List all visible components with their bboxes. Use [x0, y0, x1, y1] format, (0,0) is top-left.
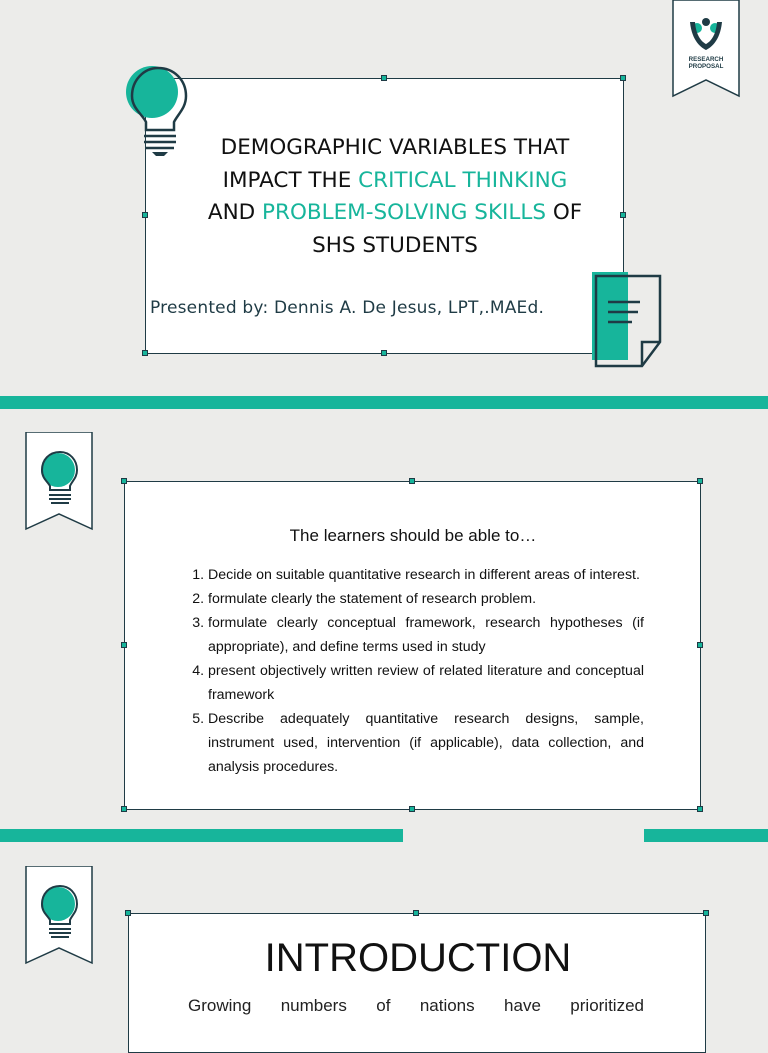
divider-band — [0, 396, 768, 409]
intro-word: numbers — [280, 996, 347, 1015]
intro-word: have — [504, 996, 541, 1015]
objectives-heading: The learners should be able to… — [289, 526, 537, 545]
objectives-list — [160, 563, 644, 779]
intro-word: nations — [419, 996, 475, 1015]
frame-handle — [703, 910, 709, 916]
frame-handle — [620, 75, 626, 81]
list-item: 3. formulate clearly conceptual framework, research hypotheses (if appropriate), and define terms used in study — [208, 611, 644, 659]
frame-handle — [121, 806, 127, 812]
frame-handle — [381, 350, 387, 356]
lightbulb-ribbon — [25, 866, 93, 966]
frame-handle — [125, 910, 131, 916]
frame-handle — [697, 642, 703, 648]
intro-word: Growing — [188, 996, 252, 1015]
frame-handle — [413, 910, 419, 916]
intro-word: of — [376, 996, 391, 1015]
frame-handle — [409, 478, 415, 484]
presentation-title: DEMOGRAPHIC VARIABLES THAT IMPACT THE CRITICAL THINKING AND PROBLEM-SOLVING SKILLS OF SHS STUDENTS — [207, 135, 583, 258]
frame-handle — [409, 806, 415, 812]
research-proposal-logo — [672, 0, 740, 98]
frame-handle — [142, 350, 148, 356]
document-icon — [590, 270, 664, 370]
frame-handle — [142, 212, 148, 218]
frame-handle — [697, 806, 703, 812]
list-item: 4. present objectively written review of related literature and conceptual framework — [208, 659, 644, 707]
frame-handle — [381, 75, 387, 81]
introduction-frame — [128, 913, 706, 1053]
frame-handle — [697, 478, 703, 484]
divider-band-left — [0, 829, 403, 842]
list-item: 5. Describe adequately quantitative research designs, sample, instrument used, intervention (if applicable), data collection, and analysis procedures. — [208, 707, 644, 779]
lightbulb-ribbon — [25, 432, 93, 532]
logo-label: RESEARCH PROPOSAL — [688, 56, 724, 70]
intro-word: prioritized — [570, 996, 644, 1015]
list-item: 1. Decide on suitable quantitative research in different areas of interest. — [208, 563, 644, 587]
divider-band-right — [644, 829, 768, 842]
introduction-title: INTRODUCTION — [264, 936, 572, 980]
frame-handle — [121, 478, 127, 484]
introduction-text — [188, 996, 644, 1016]
frame-handle — [620, 212, 626, 218]
frame-handle — [121, 642, 127, 648]
list-item: 2. formulate clearly the statement of research problem. — [208, 587, 644, 611]
presenter-line: Presented by: Dennis A. De Jesus, LPT,.MAEd. — [150, 298, 545, 318]
